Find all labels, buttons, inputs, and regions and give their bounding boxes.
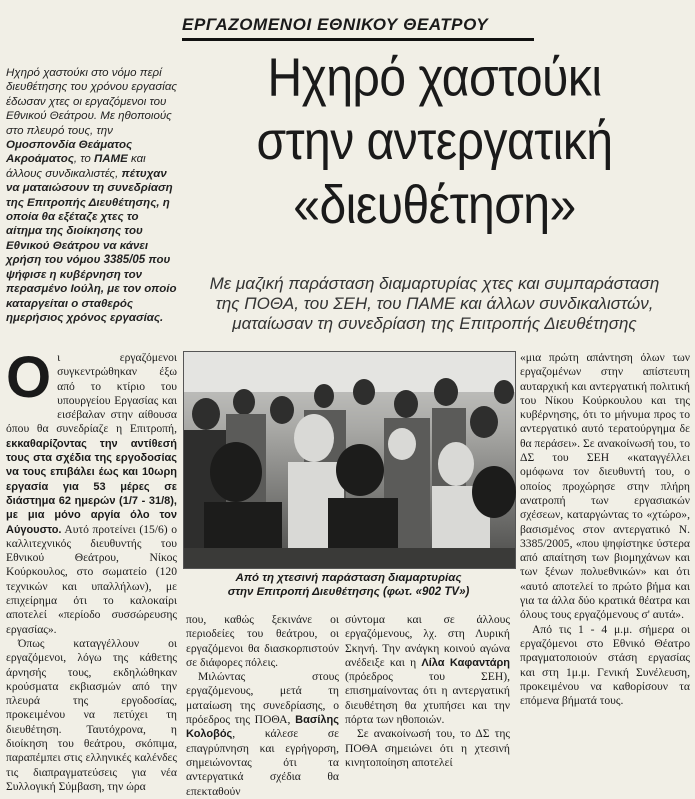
lead-bold: Ομοσπονδία Θεάματος Ακροάματος (6, 139, 133, 166)
lead-text: Ηχηρό χαστούκι στο νόμο περί διευθέτησης του χρόνου εργασίας έδωσαν χτες οι εργαζόμενοι του Εθνικού Θεάτρου. Με ηθοποιούς στο πλευρό τους, την (6, 67, 177, 137)
body-paragraph: Από τις 1 - 4 μ.μ. σήμερα οι εργαζόμενοι στο Εθνικό Θέατρο πραγματοποιούν στάση εργασίας και στη 1μ.μ. Γενική Συνέλευση, προκειμένου να καθορίσουν τα επόμενα βήματά τους. (520, 622, 690, 708)
lead-paragraph (6, 66, 177, 325)
body-paragraph: Σε ανακοίνωσή του, το ΔΣ της ΠΟΘΑ σημειώνει ότι η χτεσινή κινητοποίηση αποτελεί (345, 727, 510, 769)
body-bold: εκκαθαρίζοντας την αντίθεσή τους στα σχέδια της εργοδοσίας να τους επιβάλει έως και 10ωρη εργασία για 53 μέρες σε διάστημα 62 ημερών (1/7 - 31/8), με μια μόνο αργία όλο τον Αύγουστο. (6, 437, 177, 536)
section-kicker: ΕΡΓΑΖΟΜΕΝΟΙ ΕΘΝΙΚΟΥ ΘΕΑΤΡΟΥ (182, 12, 534, 41)
photo-caption (183, 571, 514, 599)
deck-line: ματαίωσαν τη συνεδρίαση της Επιτροπής Διευθέτησης (232, 314, 637, 333)
body-bold: Λίλα Καφαντάρη (421, 656, 510, 669)
deck-subtitle (182, 274, 687, 334)
deck-line: της ΠΟΘΑ, του ΣΕΗ, του ΠΑΜΕ και άλλων συνδικαλιστών, (215, 294, 654, 313)
body-text: σύντομα και σε άλλους εργαζόμενους, λχ. στη Λυρική Σκηνή. Την ανάγκη κοινού αγώνα ανέδειξε και η (345, 613, 510, 669)
body-column-2 (186, 613, 339, 798)
lead-bold: ΠΑΜΕ (93, 153, 128, 166)
body-column-1 (6, 345, 177, 793)
lead-text: , το (73, 153, 94, 166)
caption-line: Από τη χτεσινή παράσταση διαμαρτυρίας (235, 572, 462, 584)
body-text: , κάλεσε σε επαγρύπνηση και εγρήγορση, σημειώνοντας ότι τα αντεργατικά σχέδια θα επεκταθούν (186, 727, 339, 798)
body-paragraph: Όπως καταγγέλλουν οι εργαζόμενοι, λόγω της κάθετης άρνησής τους, εκδηλώθηκαν κρούσματα εκβιασμών από την πλευρά της εργοδοσίας, προκειμένου να πετύχει τη διευθέτηση. Ταυτόχρονα, η διοίκηση του θεάτρου, σκόπιμα, παραπέμπει στις ελληνικές καλένδες τις διαπραγματεύσεις για νέα Συλλογική Σύμβαση, την ώρα (6, 636, 177, 793)
headline (182, 46, 687, 238)
body-column-3 (345, 613, 510, 788)
body-column-4 (520, 351, 690, 788)
lead-text: και άλλους συνδικαλιστές, (6, 153, 146, 180)
body-text: (πρόεδρος του ΣΕΗ), επισημαίνοντας ότι η αντεργατική διευθέτηση θα χτυπήσει και την πόρτα των ηθοποιών. (345, 670, 510, 727)
body-paragraph: «μια πρώτη απάντηση όλων των εργαζομένων στην απίστευτη αυταρχική και αντεργατική πολιτική του Νίκου Κούρκουλου και της κυβέρνησης, ότι το μήνυμα προς το αντεργατικό αυτό τερατούργημα δε θα περάσει». Σε ανακοίνωσή του, το ΔΣ του ΣΕΗ «καταγγέλλει ομόφωνα τον διευθυντή του, ο οποίος προχώρησε στην πλήρη ανατροπή των εργασιακών σχέσεων, καταργώντας το «χτώρο», βασισμένος στον αντεργατικό Ν. 3385/2005, «που ψηφίστηκε ύστερα από απαίτηση των βιομηχάνων και των ξένων πολυεθνικών» και ότι «αυτό αποτελεί το πρώτο βήμα και για τα άλλα δύο κρατικά θέατρα και όλους τους εργαζόμενους σ' αυτά». (520, 351, 690, 622)
news-photo (183, 351, 516, 569)
caption-line: στην Επιτροπή Διευθέτησης (φωτ. «902 TV») (227, 586, 470, 598)
body-paragraph: που, καθώς ξεκινάνε οι περιοδείες του θεάτρου, οι εργαζόμενοι θα διασκορπιστούν σε διάφορες πόλεις. (186, 613, 339, 669)
body-text: ι εργαζόμενοι συγκεντρώθηκαν έξω από το κτίριο του υπουργείου Εργασίας και εισέβαλαν στην αίθουσα όπου θα συνεδρίαζε η Επιτροπή, (6, 351, 177, 436)
drop-cap: Ο (6, 345, 52, 410)
photo-illustration (184, 352, 515, 568)
headline-line: «διευθέτηση» (293, 175, 576, 236)
body-text: Αυτό προτείνει (15/6) ο καλλιτεχνικός διευθυντής του Εθνικού Θεάτρου, Νίκος Κούρκουλος, στο σωματείο (120 τεχνικών και υπαλλήλων), με επιχείρημα ότι το καλοκαίρι αποτελεί «περίοδο συσσώρευσης εργασίας». (6, 522, 177, 636)
deck-line: Με μαζική παράσταση διαμαρτυρίας χτες και συμπαράσταση (209, 274, 660, 293)
body-bold: Βασίλης Κολοβός (186, 714, 339, 741)
lead-bold: πέτυχαν να ματαιώσουν τη συνεδρίαση της Επιτροπής Διευθέτησης, η οποία θα εξέταζε χτες το αίτημα της διοίκησης του Εθνικού Θεάτρου να κάνει χρήση του νόμου 3385/05 που ψήφισε η κυβέρνηση τον περασμένο Ιούλη, με τον οποίο καταργείται ο σταθερός ημερήσιος χρόνος εργασίας. (6, 167, 177, 324)
headline-line: στην αντεργατική (256, 112, 613, 172)
body-text: Μιλώντας στους εργαζόμενους, μετά τη ματαίωση της συνεδρίασης, ο πρόεδρος της ΠΟΘΑ, (186, 670, 339, 727)
headline-line: Ηχηρό χαστούκι (267, 48, 602, 108)
